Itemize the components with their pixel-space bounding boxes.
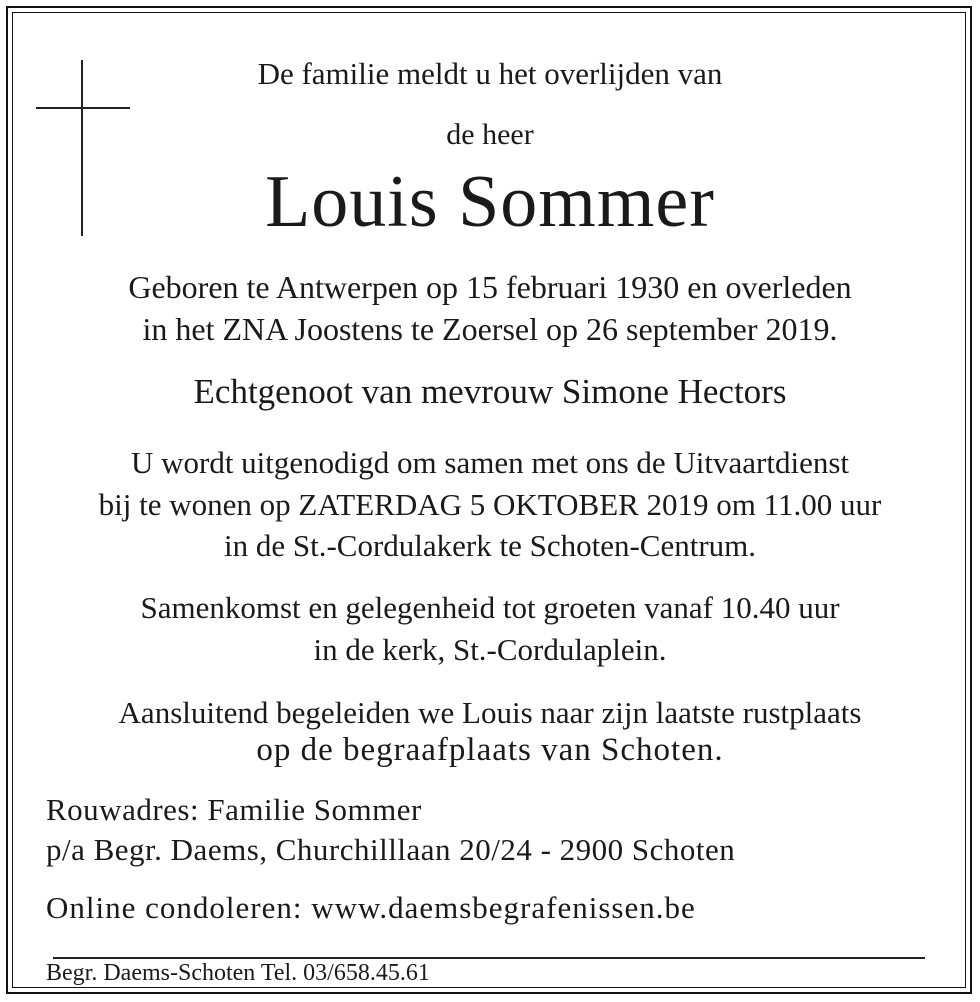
title-text: de heer bbox=[446, 118, 534, 151]
gathering-line-1: Samenkomst en gelegenheid tot groeten vanaf 10.40 uur bbox=[140, 590, 840, 625]
burial-line-1: Aansluitend begeleiden we Louis naar zijn laatste rustplaats bbox=[118, 695, 862, 730]
footer-divider bbox=[53, 957, 925, 959]
invitation-line-3: in de St.-Cordulakerk te Schoten-Centrum. bbox=[223, 528, 757, 563]
invitation-line-1: U wordt uitgenodigd om samen met ons de Uitvaartdienst bbox=[130, 445, 850, 480]
invitation-line-2: bij te wonen op ZATERDAG 5 OKTOBER 2019 om 11.00 uur bbox=[98, 487, 882, 522]
online-condolences: Online condoleren: www.daemsbegrafenissen.be bbox=[46, 890, 696, 925]
footer-text: Begr. Daems-Schoten Tel. 03/658.45.61 bbox=[46, 960, 430, 986]
birth-death-line-2: in het ZNA Joostens te Zoersel op 26 september 2019. bbox=[142, 311, 838, 347]
address-line-2: p/a Begr. Daems, Churchilllaan 20/24 - 2900 Schoten bbox=[46, 832, 736, 867]
announcement-text: De familie meldt u het overlijden van bbox=[257, 56, 723, 91]
burial-line-2: op de begraafplaats van Schoten. bbox=[256, 732, 724, 768]
deceased-name: Louis Sommer bbox=[265, 161, 715, 243]
address-line-1: Rouwadres: Familie Sommer bbox=[46, 792, 422, 827]
cross-horizontal-bar bbox=[36, 107, 130, 109]
gathering-line-2: in de kerk, St.-Cordulaplein. bbox=[313, 632, 667, 667]
birth-death-line-1: Geboren te Antwerpen op 15 februari 1930 en overleden bbox=[128, 269, 852, 305]
spouse-text: Echtgenoot van mevrouw Simone Hectors bbox=[193, 372, 787, 411]
